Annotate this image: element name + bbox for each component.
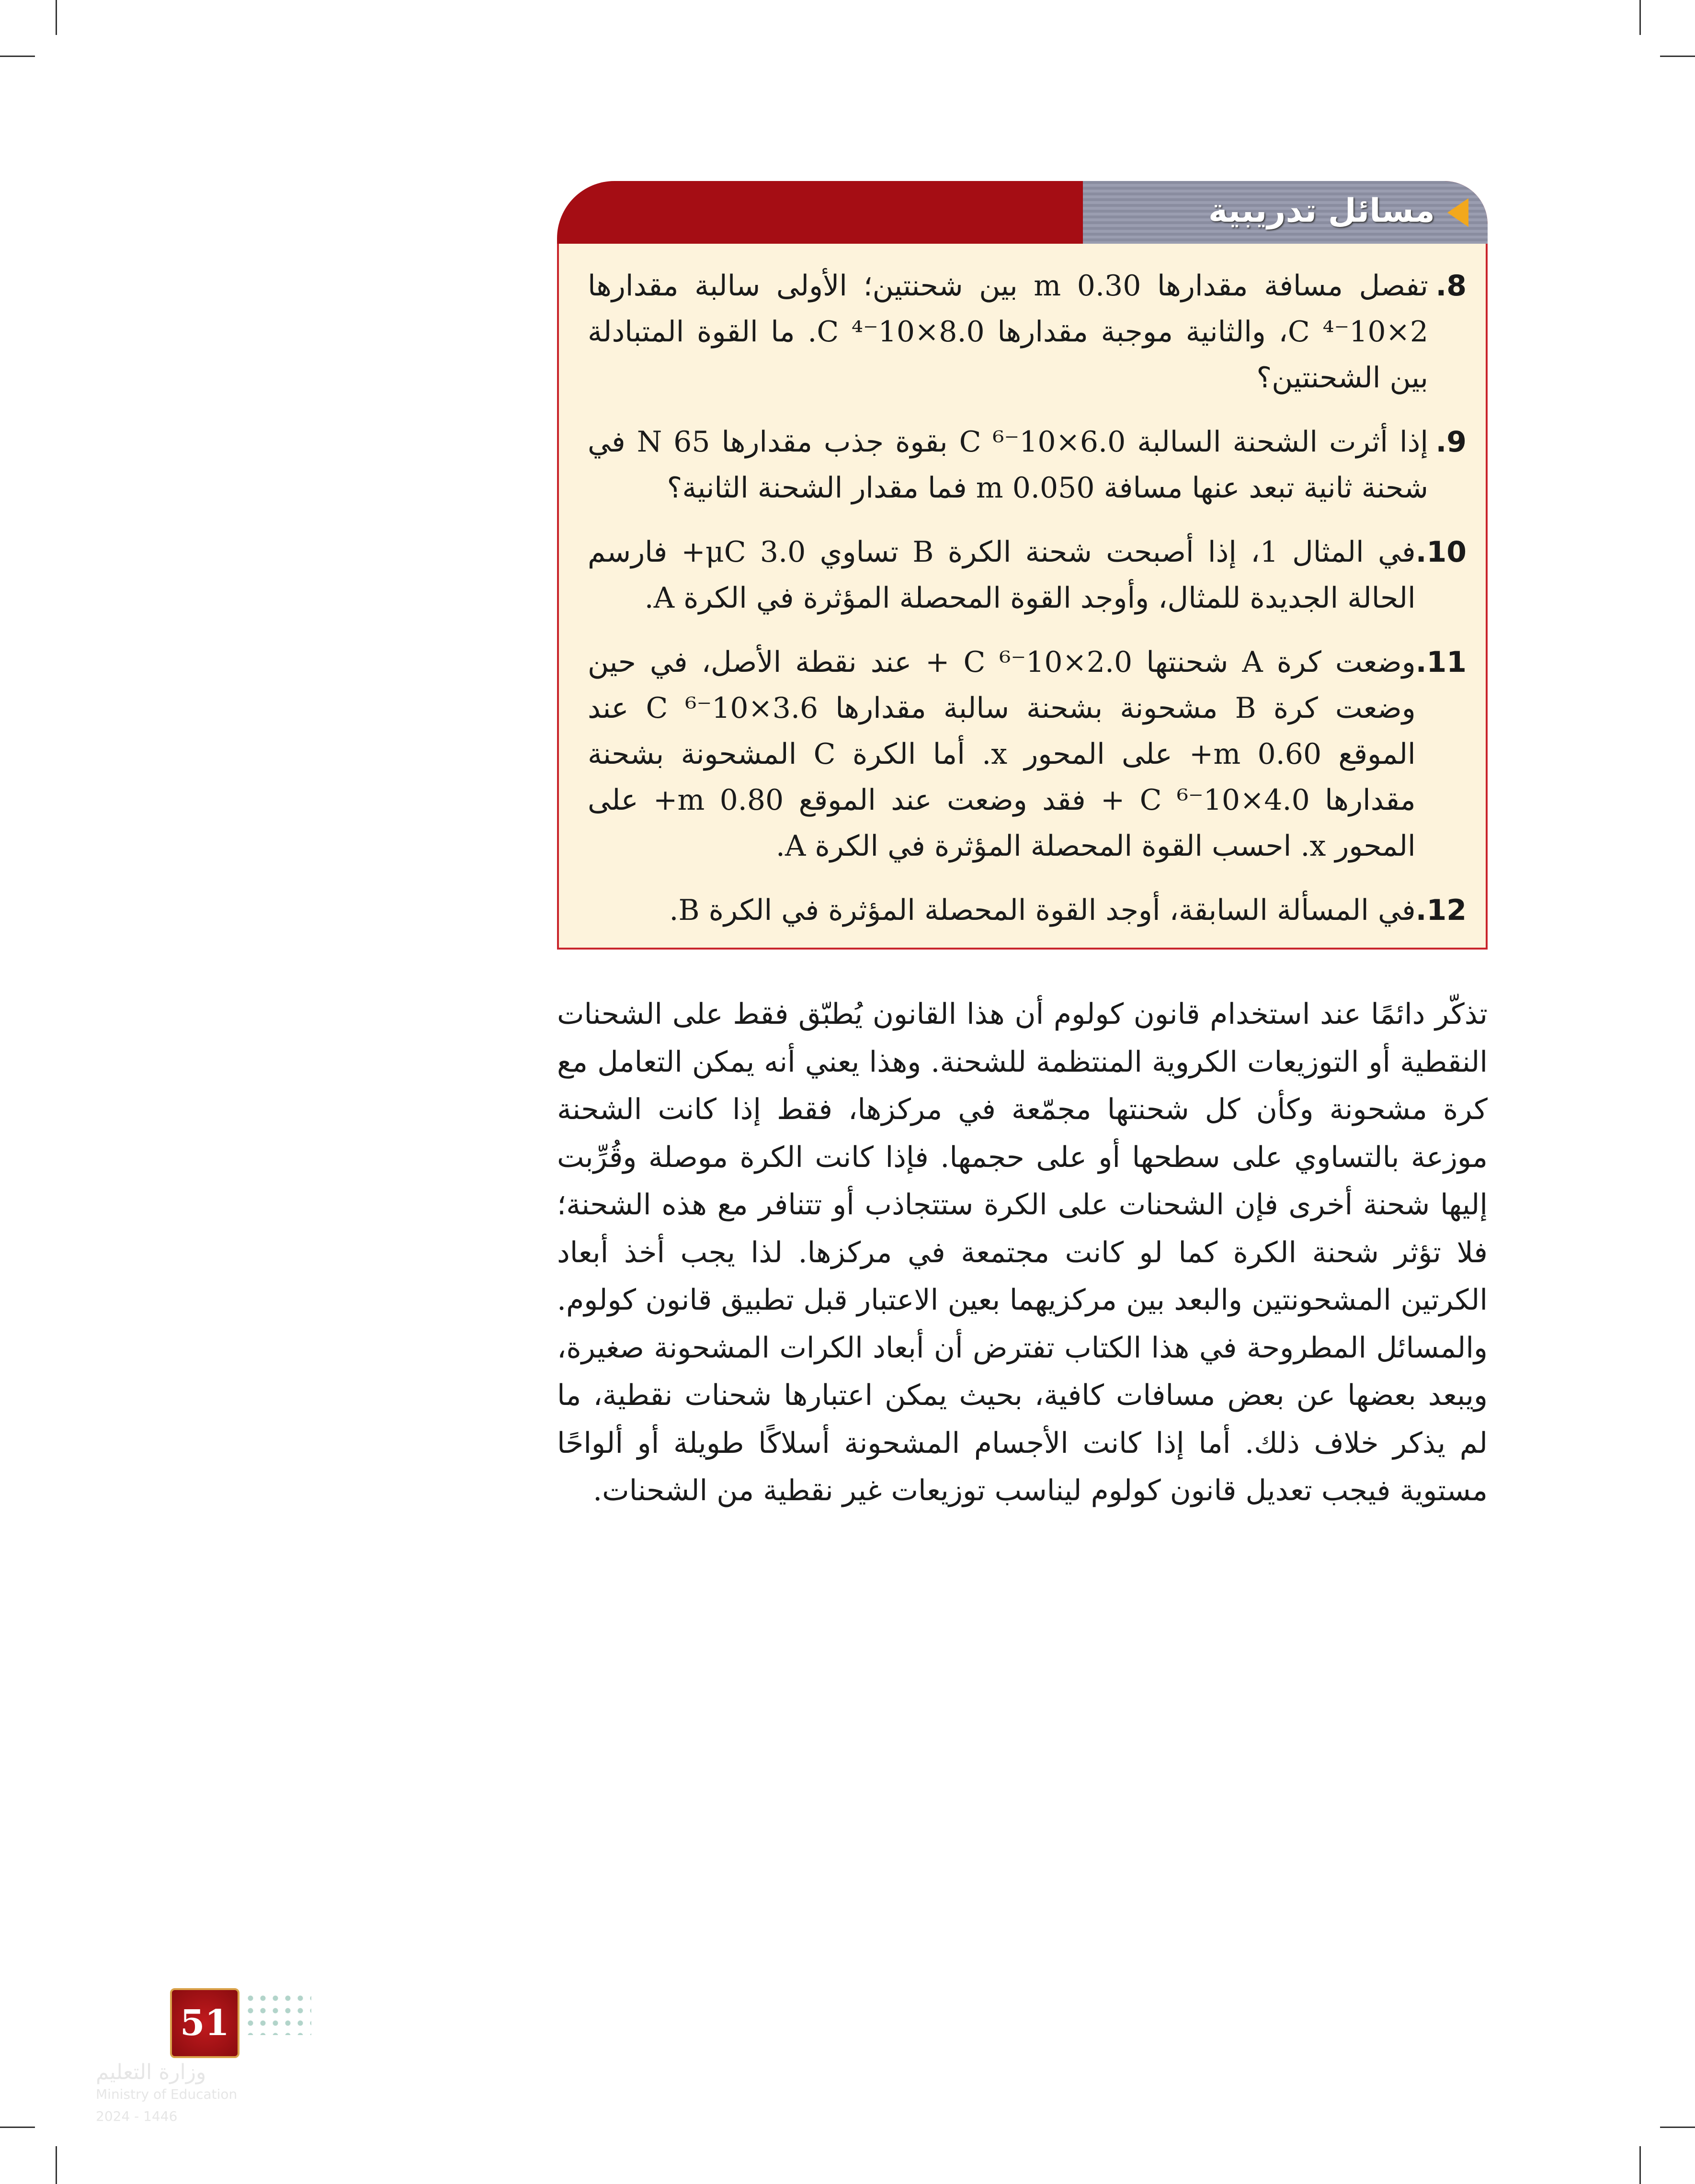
section-title: مسائل تدريبية bbox=[1208, 192, 1435, 230]
page-number: 51 bbox=[170, 1988, 239, 2058]
problem-item bbox=[588, 529, 1467, 621]
problem-text: في المثال 1، إذا أصبحت شحنة الكرة B تساوي 3.0 μC+ فارسم الحالة الجديدة للمثال، وأوجد القوة المحصلة المؤثرة في الكرة A. bbox=[588, 535, 1416, 615]
problem-number: 11. bbox=[1415, 645, 1467, 679]
practice-problems-box bbox=[557, 181, 1488, 950]
problem-number: 9. bbox=[1435, 425, 1467, 459]
crop-mark bbox=[1660, 2127, 1695, 2128]
logo-arabic: وزارة التعليم bbox=[96, 2060, 206, 2084]
problem-number: 8. bbox=[1435, 269, 1467, 303]
problem-item bbox=[588, 419, 1467, 511]
problem-number: 10. bbox=[1415, 535, 1467, 569]
crop-mark bbox=[1639, 0, 1641, 35]
problem-text: تفصل مسافة مقدارها 0.30 m بين شحنتين؛ الأولى سالبة مقدارها 2×10⁻⁴ C، والثانية موجبة مقدارها 8.0×10⁻⁴ C. ما القوة المتبادلة بين الشحنتين؟ bbox=[588, 269, 1428, 395]
problem-text: إذا أثرت الشحنة السالبة 6.0×10⁻⁶ C بقوة جذب مقدارها 65 N في شحنة ثانية تبعد عنها مسافة 0.050 m فما مقدار الشحنة الثانية؟ bbox=[588, 425, 1429, 505]
triangle-arrow-icon bbox=[1447, 198, 1468, 227]
problem-text: في المسألة السابقة، أوجد القوة المحصلة المؤثرة في الكرة B. bbox=[669, 894, 1416, 927]
crop-mark bbox=[56, 2146, 57, 2184]
main-content bbox=[557, 181, 1488, 1515]
crop-mark bbox=[56, 0, 57, 35]
problem-text: وضعت كرة A شحنتها 2.0×10⁻⁶ C + عند نقطة الأصل، في حين وضعت كرة B مشحونة بشحنة سالبة مقدارها 3.6×10⁻⁶ C عند الموقع 0.60 m+ على المحور x. أما الكرة C المشحونة بشحنة مقدارها 4.0×10⁻⁶ C + فقد وضعت عند الموقع 0.80 m+ على المحور x. احسب القوة المحصلة المؤثرة في الكرة A. bbox=[588, 645, 1416, 863]
ministry-logo bbox=[96, 2061, 237, 2127]
crop-mark bbox=[0, 2127, 35, 2128]
problems-list bbox=[557, 244, 1488, 950]
problem-item bbox=[588, 887, 1467, 933]
body-paragraph: تذكّر دائمًا عند استخدام قانون كولوم أن هذا القانون يُطبّق فقط على الشحنات النقطية أو التوزيعات الكروية المنتظمة للشحنة. وهذا يعني أنه يمكن التعامل مع كرة مشحونة وكأن كل شحنتها مجمّعة في مركزها، فقط إذا كانت الشحنة موزعة بالتساوي على سطحها أو على حجمها. فإذا كانت الكرة موصلة وقُرِّبت إليها شحنة أخرى فإن الشحنات على الكرة ستتجاذب أو تتنافر مع هذه الشحنة؛ فلا تؤثر شحنة الكرة كما لو كانت مجتمعة في مركزها. لذا يجب أخذ أبعاد الكرتين المشحونتين والبعد بين مركزيهما بعين الاعتبار قبل تطبيق قانون كولوم. والمسائل المطروحة في هذا الكتاب تفترض أن أبعاد الكرات المشحونة صغيرة، ويبعد بعضها عن بعض مسافات كافية، بحيث يمكن اعتبارها شحنات نقطية، ما لم يذكر خلاف ذلك. أما إذا كانت الأجسام المشحونة أسلاكًا طويلة أو ألواحًا مستوية فيجب تعديل قانون كولوم ليناسب توزيعات غير نقطية من الشحنات. bbox=[557, 997, 1488, 1507]
crop-mark bbox=[0, 56, 35, 57]
problem-item bbox=[588, 263, 1467, 401]
section-header bbox=[557, 181, 1488, 244]
ministry-logo-dots-icon bbox=[244, 1992, 311, 2035]
crop-mark bbox=[1660, 56, 1695, 57]
problem-item bbox=[588, 639, 1467, 869]
problem-number: 12. bbox=[1415, 894, 1467, 927]
logo-year: 2024 - 1446 bbox=[96, 2108, 178, 2124]
logo-english: Ministry of Education bbox=[96, 2086, 238, 2102]
crop-mark bbox=[1639, 2146, 1641, 2184]
